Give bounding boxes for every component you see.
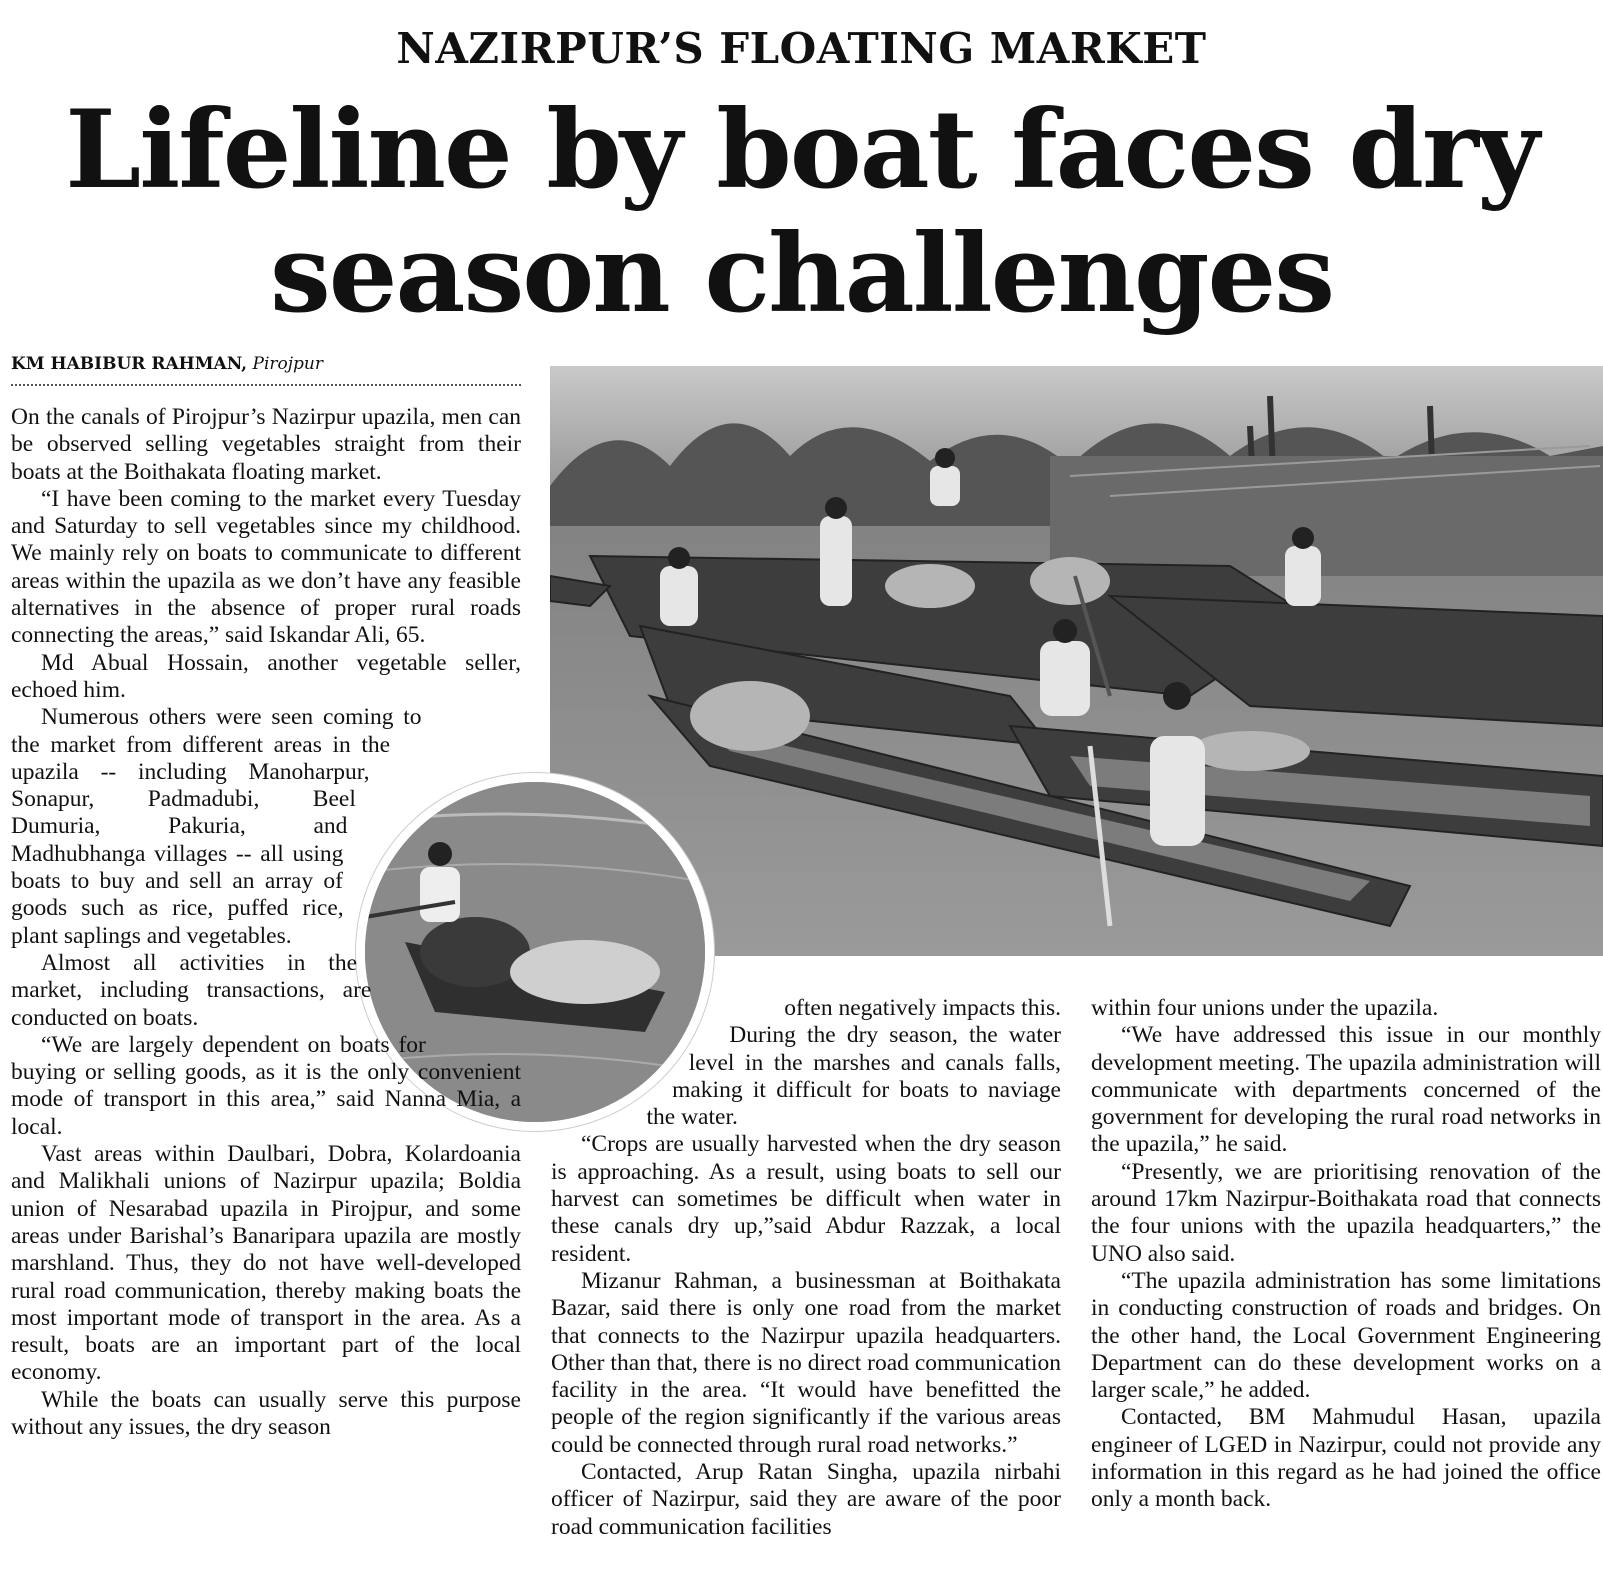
paragraph: “Crops are usually harvested when the dry season is approaching. As a result, using boats to sell our harvest can sometimes be difficult when water in these canals dry up,”said Abdur Razzak, a local resident. (551, 1131, 1061, 1267)
headline-line-2: season challenges (269, 211, 1334, 337)
main-photo (550, 366, 1603, 956)
paragraph: Almost all activities in the market, including transactions, are conducted on boats. (11, 949, 372, 1031)
paragraph: within four unions under the upazila. (1091, 995, 1439, 1021)
paragraph: “I have been coming to the market every Tuesday and Saturday to sell vegetables since my childhood. We mainly rely on boats to communicate to different areas within the upazila as we don’t have any feasible alternatives in the absence of proper rural roads connecting the areas,” said Iskandar Ali, 65. (11, 485, 521, 649)
paragraph: “Presently, we are prioritising renovation of the around 17km Nazirpur-Boithakata road that connects the four unions with the upazila headquarters,” the UNO also said. (1091, 1158, 1601, 1267)
paragraph: While the boats can usually serve this purpose without any issues, the dry season (11, 1386, 521, 1440)
paragraph: “The upazila administration has some limitations in conducting construction of roads and bridges. On the other hand, the Local Government Engineering Department can do these development works on a larger scale,” he added. (1091, 1267, 1601, 1404)
article-column-1 (11, 404, 521, 1441)
paragraph: “We are largely dependent on boats for buying or selling goods, as it is the only convenient mode of transport in this area,” said Nanna Mia, a local. (11, 1031, 521, 1140)
paragraph: Contacted, BM Mahmudul Hasan, upazila engineer of LGED in Nazirpur, could not provide any information in this regard as he had joined the office only a month back. (1091, 1404, 1601, 1513)
headline-line-1: Lifeline by boat faces dry (65, 87, 1538, 213)
paragraph: Mizanur Rahman, a businessman at Boithakata Bazar, said there is only one road from the market that connects to the Nazirpur upazila headquarters. Other than that, there is no direct road communication facility in the area. “It would have benefitted the people of the region significantly if the various areas could be connected through rural road networks.” (551, 1267, 1061, 1458)
byline-location: Pirojpur (252, 354, 323, 374)
kicker: NAZIRPUR’S FLOATING MARKET (396, 24, 1207, 73)
byline-author: KM HABIBUR RAHMAN, (11, 354, 248, 374)
paragraph: On the canals of Pirojpur’s Nazirpur upazila, men can be observed selling vegetables straight from their boats at the Boithakata floating market. (11, 404, 521, 485)
byline (11, 354, 521, 386)
article-column-2 (551, 995, 1061, 1541)
headline (0, 88, 1603, 336)
paragraph: Numerous others were seen coming to the market from different areas in the upazila -- including Manoharpur, Sonapur, Padmadubi, Beel Dumuria, Pakuria, and Madhubhanga villages -- all using boats to buy and sell an array of goods such as rice, puffed rice, plant saplings and vegetables. (11, 704, 422, 949)
paragraph: During the dry season, the water level in the marshes and canals falls, making it difficult for boats to naviage the water. (646, 1022, 1061, 1131)
paragraph: Contacted, Arup Ratan Singha, upazila nirbahi officer of Nazirpur, said they are aware of the poor road communication facilities (551, 1459, 1061, 1540)
paragraph: Vast areas within Daulbari, Dobra, Kolardoania and Malikhali unions of Nazirpur upazila; Boldia union of Nesarabad upazila in Pirojpur, and some areas under Barishal’s Banaripara upazila are mostly marshland. Thus, they do not have well-developed rural road communication, thereby making boats the most important mode of transport in the area. As a result, boats are an important part of the local economy. (11, 1141, 521, 1386)
boats-photo-illustration (550, 366, 1603, 956)
paragraph: often negatively impacts this. (784, 995, 1061, 1021)
paragraph: “We have addressed this issue in our monthly development meeting. The upazila administration will communicate with departments concerned of the government for developing the rural road networks in the upazila,” he said. (1091, 1022, 1601, 1158)
article-column-3 (1091, 995, 1601, 1514)
paragraph: Md Abual Hossain, another vegetable seller, echoed him. (11, 649, 521, 703)
